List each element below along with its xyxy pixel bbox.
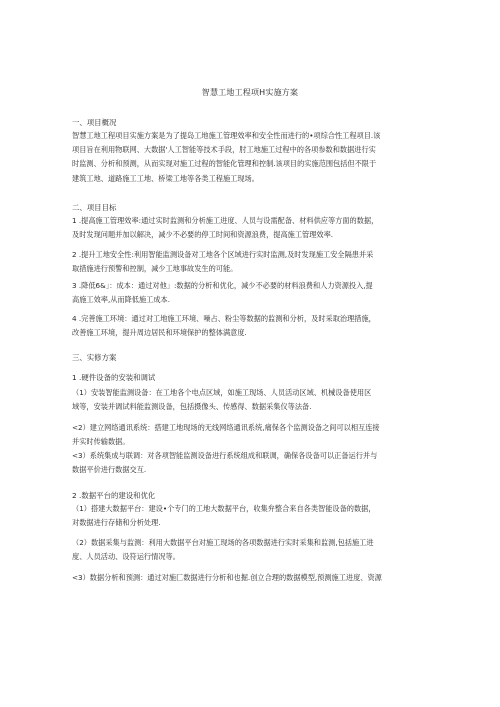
text-line: 3 .降低6&」：成本：通过对他」:数据的分析和优化，减少不必要的材料浪费和人力资源投入,提 [72, 281, 373, 290]
paragraph [72, 214, 434, 242]
text-line: 智慧工地工程项目实施方案是为了提岛工地施工管理效率和安全性而进行的•项综合性工程项目.该 [72, 131, 381, 140]
text-line: 二、项目目标 [72, 203, 117, 213]
text-line: 高施工效率,从而降低施工成本. [72, 295, 171, 305]
text-line: （1）安装智能监测设备：在工地各个电点区域，如施工现场、人员活动区域、机械设备使用区 [72, 388, 372, 397]
text-line: （1）搭建大数据平台：建设•个专门的工地大数据平台，收集弁整合来自各类智能设备的数据， [72, 504, 376, 513]
text-line: 三、实修方案 [72, 353, 117, 363]
text-line: 一、项目概况 [72, 118, 117, 128]
paragraph [72, 536, 434, 564]
text-line: 项目旨在利用物联网、大数据'人工智能等技术手段，肘工地施工过程中的各项参数和数据进行实 [72, 145, 376, 155]
document-title: 智慧工地工程项H实施方案 [201, 88, 299, 97]
text-line: 对数据进行存储和分析处理. [72, 518, 161, 528]
text-line: 建筑工地、道路施工工地、桥梁工地等各类工程施工现场。 [72, 173, 259, 183]
text-line: <2）建立网络通讯系统：搭建工地现场的无线网络通讯系统,痛保各个监测设备之间可以相互连接 [72, 423, 380, 432]
text-line: 度、人员活动、设符运行情况等。 [72, 552, 180, 562]
paragraph [72, 502, 434, 530]
text-line: 2 .数据平台的建设和优化 [72, 491, 156, 501]
text-line: （2）数据采集与监测：利用大数据平台对施工现场的各项数据进行实时采集和监测,包括施工进 [72, 538, 374, 547]
text-line: 4 .完善施工环境：通过对工地施工环境、噪占、粉尘等数据的监测和分析，及时采取治理措施， [72, 314, 376, 323]
text-line: <3）数据分析和预测：通过对施匚数据进行分析和也掘.创立合理的数据模型,预测施工进度、资源 [72, 573, 382, 582]
text-line: 数据平价进行数据交互. [72, 465, 147, 475]
text-line: 改善施工环境，提升周边居民和环境保护的整体满意度. [72, 328, 247, 338]
paragraph [72, 571, 434, 585]
paragraph [72, 312, 434, 340]
text-line: <3）系统集成与联调：对各项智能监测设备进行系统组成和联调，确保各设备可以正备运行并与 [72, 451, 378, 460]
text-line: 1 .硬件设备的安装和调试 [72, 373, 156, 383]
paragraph [72, 279, 434, 307]
text-line: 取措施进行预警和控制，减少工地事故发生的可能。 [72, 264, 238, 274]
paragraph [72, 248, 434, 276]
text-line: 域等，安装并调试料能监测设备，包括摄像头、传感得、数据采集仪等法备. [72, 402, 312, 412]
paragraph [72, 449, 434, 477]
paragraph [72, 386, 434, 414]
paragraph [72, 421, 434, 449]
text-line: 并实时传输数据。 [72, 437, 130, 447]
paragraph [72, 129, 434, 186]
text-line: 1 .提高施工管理效率:通过实时监测和分析施工进度、人员与设需配备、材料供应等方面的数据， [72, 216, 379, 225]
text-line: 2 .提升工地安全性:利用智能监测设备对工地各个区域进行实时监测,及时发现施工安全隔患并采 [72, 250, 374, 259]
text-line: 及时发现问题并加以解决，减少不必要的停工时间和资源浪费，提高施工管理效率. [72, 230, 334, 240]
text-line: 时监测、分析和预测，从而实现对施工过程的智能化管理和控制.该项目的实施范围包括但不限于 [72, 159, 377, 169]
